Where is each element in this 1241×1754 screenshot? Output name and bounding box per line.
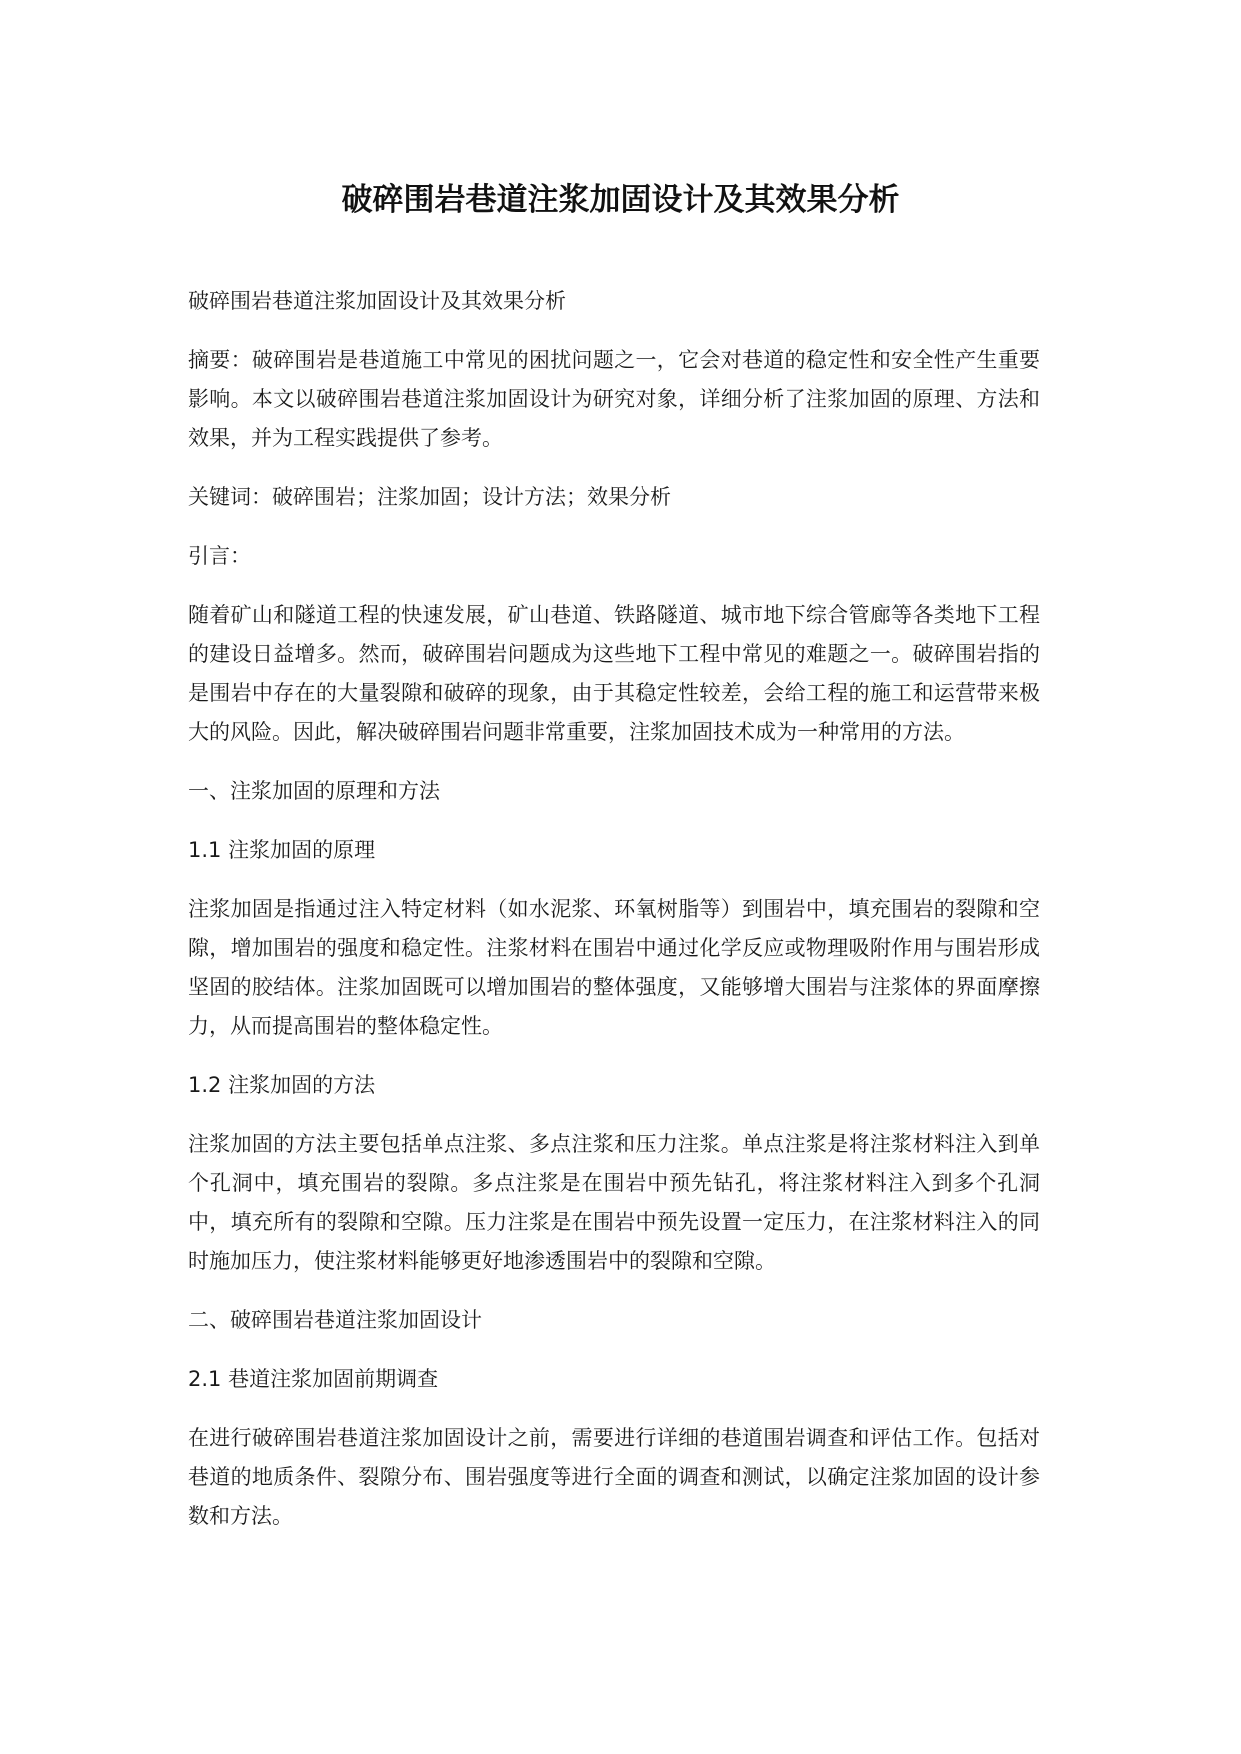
subtitle-line: 破碎围岩巷道注浆加固设计及其效果分析 (188, 289, 566, 313)
section-2-1-heading: 2.1 巷道注浆加固前期调查 (188, 1367, 439, 1391)
introduction-paragraph: 随着矿山和隧道工程的快速发展，矿山巷道、铁路隧道、城市地下综合管廊等各类地下工程的建设日益增多。然而，破碎围岩问题成为这些地下工程中常见的难题之一。破碎围岩指的是围岩中存在的大量裂隙和破碎的现象，由于其稳定性较差，会给工程的施工和运营带来极大的风险。因此，解决破碎围岩问题非常重要，注浆加固技术成为一种常用的方法。 (188, 603, 1040, 744)
section-1-1-heading: 1.1 注浆加固的原理 (188, 838, 376, 862)
section-1-heading: 一、注浆加固的原理和方法 (188, 779, 440, 803)
introduction-label: 引言： (188, 544, 251, 568)
section-1-2-heading: 1.2 注浆加固的方法 (188, 1073, 376, 1097)
keywords-line: 关键词：破碎围岩；注浆加固；设计方法；效果分析 (188, 485, 671, 509)
section-1-2-paragraph: 注浆加固的方法主要包括单点注浆、多点注浆和压力注浆。单点注浆是将注浆材料注入到单个孔洞中，填充围岩的裂隙。多点注浆是在围岩中预先钻孔，将注浆材料注入到多个孔洞中，填充所有的裂隙和空隙。压力注浆是在围岩中预先设置一定压力，在注浆材料注入的同时施加压力，使注浆材料能够更好地渗透围岩中的裂隙和空隙。 (188, 1132, 1040, 1273)
document-body (188, 282, 1040, 1556)
abstract-paragraph: 摘要：破碎围岩是巷道施工中常见的困扰问题之一，它会对巷道的稳定性和安全性产生重要影响。本文以破碎围岩巷道注浆加固设计为研究对象，详细分析了注浆加固的原理、方法和效果，并为工程实践提供了参考。 (188, 348, 1040, 450)
section-1-1-paragraph: 注浆加固是指通过注入特定材料（如水泥浆、环氧树脂等）到围岩中，填充围岩的裂隙和空隙，增加围岩的强度和稳定性。注浆材料在围岩中通过化学反应或物理吸附作用与围岩形成坚固的胶结体。注浆加固既可以增加围岩的整体强度，又能够增大围岩与注浆体的界面摩擦力，从而提高围岩的整体稳定性。 (188, 897, 1040, 1038)
document-title: 破碎围岩巷道注浆加固设计及其效果分析 (341, 182, 900, 218)
section-2-1-paragraph: 在进行破碎围岩巷道注浆加固设计之前，需要进行详细的巷道围岩调查和评估工作。包括对巷道的地质条件、裂隙分布、围岩强度等进行全面的调查和测试，以确定注浆加固的设计参数和方法。 (188, 1426, 1040, 1528)
section-2-heading: 二、破碎围岩巷道注浆加固设计 (188, 1308, 482, 1332)
